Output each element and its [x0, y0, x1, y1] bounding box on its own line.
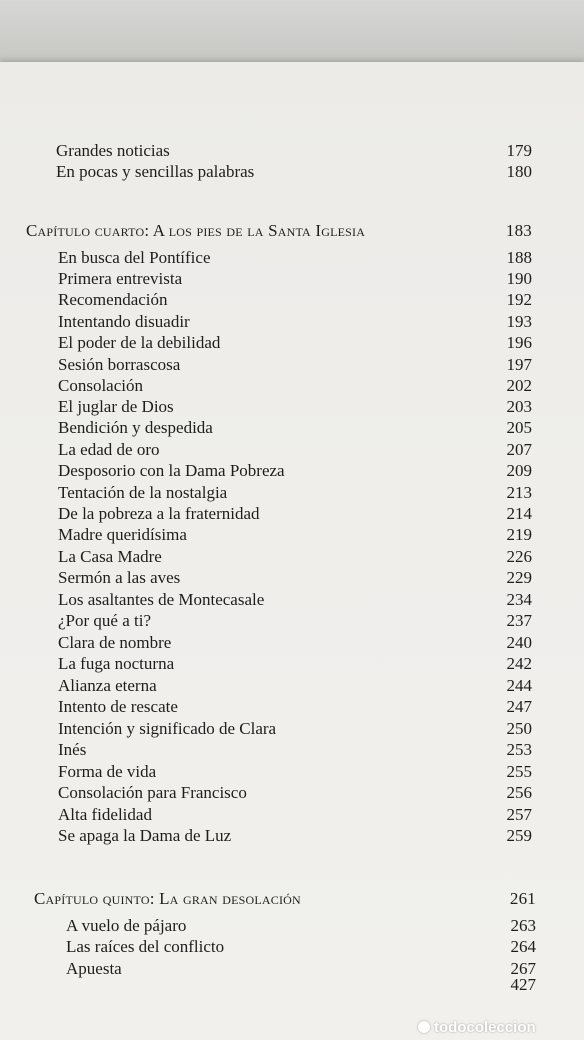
toc-entry-title: Recomendación [58, 290, 168, 309]
toc-entry-title: Clara de nombre [58, 633, 172, 652]
watermark [418, 1018, 536, 1038]
toc-entry-page: 240 [506, 633, 532, 652]
toc-entry-title: Grandes noticias [56, 141, 170, 160]
toc-entry-title: Alta fidelidad [58, 805, 152, 824]
toc-entry [0, 804, 584, 826]
toc-entry-title: ¿Por qué a ti? [58, 611, 151, 630]
toc-entry-title: En pocas y sencillas palabras [56, 162, 255, 181]
toc-entry [0, 739, 584, 761]
toc-entry [0, 268, 584, 290]
chapter-page: 183 [505, 221, 532, 240]
toc-entry [0, 439, 584, 461]
toc-entry-page: 219 [506, 525, 532, 544]
toc-entry-title: Apuesta [66, 959, 122, 978]
toc-entry-title: La fuga nocturna [58, 654, 175, 673]
toc-entry-title: Primera entrevista [58, 269, 183, 288]
toc-entry-title: A vuelo de pájaro [66, 916, 187, 935]
toc-entry-page: 259 [506, 826, 532, 845]
chapter-page: 261 [509, 889, 536, 908]
toc-entry-title: En busca del Pontífice [58, 248, 211, 267]
toc-entry-title: El juglar de Dios [58, 397, 174, 416]
watermark-text: todocoleccion [434, 1019, 536, 1036]
toc-entry [0, 417, 584, 439]
toc-entry-title: El poder de la debilidad [58, 333, 221, 352]
toc-entry [0, 761, 584, 783]
toc-entry-page: 203 [506, 397, 532, 416]
toc-entry-page: 257 [506, 805, 532, 824]
toc-entry-page: 263 [510, 916, 536, 935]
toc-entry-page: 256 [506, 783, 532, 802]
toc-entry-page: 192 [506, 290, 532, 309]
toc-entry [0, 567, 584, 589]
toc-entry-title: Sermón a las aves [58, 568, 181, 587]
toc-entry [0, 503, 584, 525]
toc-entry [0, 675, 584, 697]
toc-entry-page: 247 [506, 697, 532, 716]
toc-entry-page: 190 [506, 269, 532, 288]
toc-entry-page: 213 [506, 483, 532, 502]
toc-entry-page: 205 [506, 418, 532, 437]
toc-entry-title: La edad de oro [58, 440, 160, 459]
chapter-heading [0, 888, 584, 910]
toc-entry-page: 229 [506, 568, 532, 587]
toc-entry [0, 140, 584, 162]
toc-entry [0, 936, 584, 958]
toc-entry [0, 589, 584, 611]
toc-entry-title: Se apaga la Dama de Luz [58, 826, 232, 845]
toc-entry-page: 250 [506, 719, 532, 738]
toc-entry-title: Consolación para Francisco [58, 783, 247, 802]
toc-entry [0, 375, 584, 397]
toc-entry [0, 546, 584, 568]
toc-entry [0, 825, 584, 847]
toc-entry [0, 653, 584, 675]
toc-entry [0, 396, 584, 418]
toc-entry-page: 209 [506, 461, 532, 480]
toc-entry-page: 188 [506, 248, 532, 267]
toc-entry-title: Bendición y despedida [58, 418, 213, 437]
toc-entry [0, 247, 584, 269]
toc-entry-page: 226 [506, 547, 532, 566]
toc-entry-title: Intentando disuadir [58, 312, 190, 331]
toc-entry-page: 237 [506, 611, 532, 630]
toc-entry [0, 718, 584, 740]
toc-entry-page: 193 [506, 312, 532, 331]
toc-entry-page: 244 [506, 676, 532, 695]
toc-entry [0, 782, 584, 804]
toc-entry [0, 161, 584, 183]
toc-entry-title: Consolación [58, 376, 143, 395]
toc-entry [0, 632, 584, 654]
toc-entry-page: 255 [506, 762, 532, 781]
logo-icon [418, 1021, 430, 1033]
toc-entry-title: Forma de vida [58, 762, 157, 781]
toc-entry-page: 180 [506, 162, 532, 181]
toc-entry-page: 242 [506, 654, 532, 673]
toc-entry [0, 460, 584, 482]
toc-entry-title: Inés [58, 740, 87, 759]
toc-entry-page: 179 [506, 141, 532, 160]
toc-entry-title: Alianza eterna [58, 676, 157, 695]
toc-entry-title: Los asaltantes de Montecasale [58, 590, 265, 609]
toc-entry-page: 214 [506, 504, 532, 523]
toc-entry-title: Intención y significado de Clara [58, 719, 277, 738]
toc-entry [0, 311, 584, 333]
chapter-title: Capítulo quinto: La gran desolación [34, 889, 301, 908]
toc-entry-title: De la pobreza a la fraternidad [58, 504, 260, 523]
toc-entry-page: 197 [506, 355, 532, 374]
toc-entry-title: Desposorio con la Dama Pobreza [58, 461, 285, 480]
toc-entry-title: Madre queridísima [58, 525, 187, 544]
toc-entry-page: 207 [506, 440, 532, 459]
toc-entry-title: La Casa Madre [58, 547, 162, 566]
toc-entry-page: 267 [510, 959, 536, 978]
chapter-title: Capítulo cuarto: A los pies de la Santa Iglesia [26, 221, 366, 240]
toc-entry-title: Las raíces del conflicto [66, 937, 225, 956]
toc-entry-page: 202 [506, 376, 532, 395]
toc-entry-page: 253 [506, 740, 532, 759]
toc-entry [0, 610, 584, 632]
page-number: 427 [510, 975, 536, 994]
toc-entry-title: Sesión borrascosa [58, 355, 181, 374]
toc-entry-page: 264 [510, 937, 536, 956]
book-page [0, 62, 584, 1040]
toc-entry [0, 482, 584, 504]
toc-entry-page: 196 [506, 333, 532, 352]
toc-entry [0, 915, 584, 937]
toc-entry-title: Tentación de la nostalgia [58, 483, 228, 502]
toc-entry [0, 332, 584, 354]
chapter-heading [0, 220, 584, 242]
toc-entry [0, 289, 584, 311]
toc-entry [0, 524, 584, 546]
toc-entry [0, 354, 584, 376]
toc-entry-title: Intento de rescate [58, 697, 178, 716]
toc-entry [0, 696, 584, 718]
toc-entry-page: 234 [506, 590, 532, 609]
